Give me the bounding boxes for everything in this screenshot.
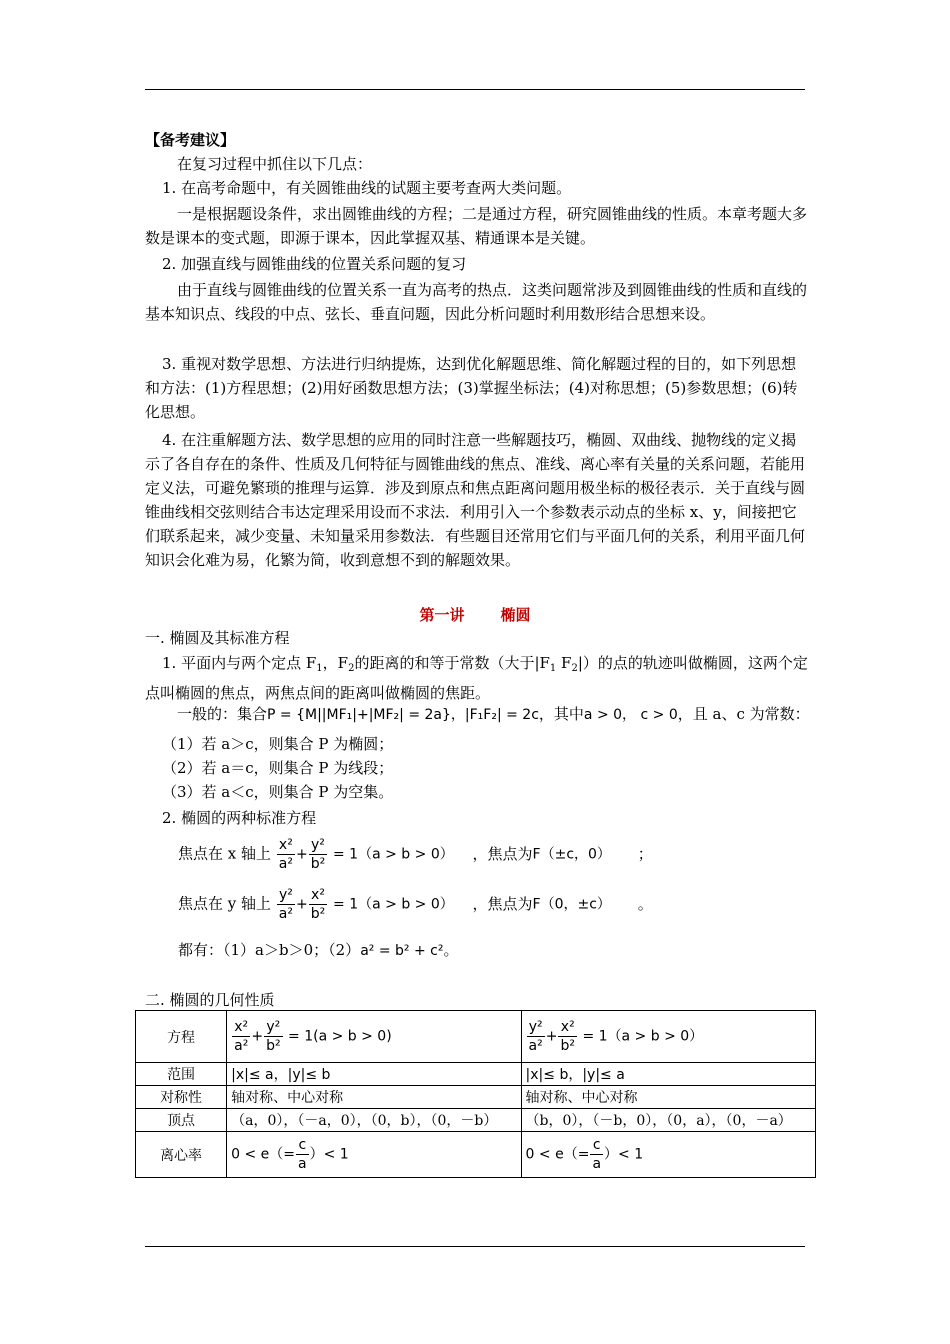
general-set-line: 一般的：集合P = {M||MF₁|+|MF₂| = 2a}，|F₁F₂| = 2c，其中a > 0， c > 0，且 a、c 为常数： [177, 705, 810, 723]
condition-expression: a > 0， c > 0 [583, 707, 678, 723]
abc-relation: a² = b² + c² [360, 943, 444, 959]
fraction: $\frac{\text{y²}}{\text{b²}}$ [310, 837, 326, 872]
y-axis-equation-line: 焦点在 y 轴上 $\frac{\text{y²}}{\text{a²}}$ + $\frac{\text{x²}}{\text{b²}}$ = 1（a > b > 0） ，焦点为F（0，±c） 。 [178, 887, 653, 922]
x-axis-equation-line: 焦点在 x 轴上 $\frac{\text{x²}}{\text{a²}}$ + $\frac{\text{y²}}{\text{b²}}$ = 1（a > b > 0） ，焦点为F（±c，0） ； [178, 837, 653, 872]
advice-point-1-body: 一是根据题设条件，求出圆锥曲线的方程；二是通过方程，研究圆锥曲线的性质。本章考题大多数是课本的变式题，即源于课本，因此掌握双基、精通课本是关键。 [145, 205, 808, 247]
advice-point-1: 1. 在高考命题中，有关圆锥曲线的试题主要考查两大类问题。 [162, 179, 572, 197]
equation-cell-x: $\frac{\text{x²}}{\text{a²}}$ + $\frac{\text{y²}}{\text{b²}}$ = 1(a > b > 0) [227, 1011, 521, 1063]
fraction: $\frac{\text{x²}}{\text{a²}}$ [234, 1019, 249, 1054]
advice-intro: 在复习过程中抓住以下几点： [177, 155, 373, 173]
table-row [136, 1132, 816, 1178]
standard-equation-title: 2. 椭圆的两种标准方程 [162, 809, 317, 827]
foci-x: F（±c，0） [532, 846, 611, 863]
fraction: $\frac{\text{x²}}{\text{b²}}$ [560, 1019, 575, 1054]
section-1-title: 一. 椭圆及其标准方程 [145, 629, 290, 647]
advice-point-3: 3. 重视对数学思想、方法进行归纳提炼，达到优化解题思维、简化解题过程的目的，如下列思想和方法：(1)方程思想；(2)用好函数思想方法；(3)掌握坐标法；(4)对称思想；(5)参数思想；(6)转化思想。 [145, 355, 798, 421]
advice-point-2-body: 由于直线与圆锥曲线的位置关系一直为高考的热点．这类问题常涉及到圆锥曲线的性质和直线的基本知识点、线段的中点、弦长、垂直问题，因此分析问题时利用数形结合思想来设。 [145, 281, 808, 323]
table-row [136, 1011, 816, 1063]
table-row [136, 1109, 816, 1132]
case-3: （3）若 a＜c，则集合 P 为空集。 [162, 783, 394, 801]
range-cell-x: |x|≤ a，|y|≤ b [227, 1063, 521, 1086]
advice-point-4: 4. 在注重解题方法、数学思想的应用的同时注意一些解题技巧，椭圆、双曲线、抛物线的定义揭示了各自存在的条件、性质及几何特征与圆锥曲线的焦点、准线、离心率有关量的关系问题，若能用定义法，可避免繁琐的推理与运算．涉及到原点和焦点距离问题用极坐标的极径表示．关于直线与圆锥曲线相交弦则结合韦达定理采用设而不求法．利用引入一个参数表示动点的坐标 x、y，间接把它们联系起来，减少变量、未知量采用参数法．有些题目还常用它们与平面几何的关系，利用平面几何知识会化难为易，化繁为简，收到意想不到的解题效果。 [145, 431, 806, 569]
table-row [136, 1063, 816, 1086]
foci-y: F（0，±c） [532, 896, 611, 913]
fraction: $\frac{\text{y²}}{\text{b²}}$ [266, 1019, 281, 1054]
vertex-cell-x: （a，0），（－a，0），（0，b），（0，－b） [227, 1109, 521, 1132]
advice-title: 【备考建议】 [145, 131, 236, 149]
properties-table [135, 1010, 816, 1178]
case-1: （1）若 a＞c，则集合 P 为椭圆； [162, 735, 394, 753]
lecture-number: 第一讲 [419, 606, 465, 624]
eccentricity-cell-x: 0 < e（= $\frac{c}{a}$ ）< 1 [227, 1132, 521, 1178]
row-header-equation: 方程 [136, 1011, 227, 1063]
row-header-symmetry: 对称性 [136, 1086, 227, 1109]
set-expression: P = {M||MF₁|+|MF₂| = 2a}，|F₁F₂| = 2c [267, 707, 539, 723]
table-row [136, 1086, 816, 1109]
equation-cell-y: $\frac{\text{y²}}{\text{a²}}$ + $\frac{\text{x²}}{\text{b²}}$ = 1（a > b > 0） [521, 1011, 815, 1063]
fraction: $\frac{c}{a}$ [298, 1137, 307, 1172]
eccentricity-cell-y: 0 < e（= $\frac{c}{a}$ ）< 1 [521, 1132, 815, 1178]
top-rule [145, 89, 805, 90]
fraction: $\frac{\text{x²}}{\text{a²}}$ [278, 837, 293, 872]
range-cell-y: |x|≤ b，|y|≤ a [521, 1063, 815, 1086]
fraction: $\frac{\text{y²}}{\text{a²}}$ [278, 887, 293, 922]
case-2: （2）若 a＝c，则集合 P 为线段； [162, 759, 394, 777]
advice-point-2: 2. 加强直线与圆锥曲线的位置关系问题的复习 [162, 255, 467, 273]
ellipse-definition: 1. 平面内与两个定点 $F_1$，$F_2$的距离的和等于常数（大于$|F_1$ $F_2|$）的点的轨迹叫做椭圆，这两个定点叫椭圆的焦点，两焦点间的距离叫做椭圆的焦距。 [145, 654, 808, 702]
fraction: $\frac{\text{y²}}{\text{a²}}$ [528, 1019, 543, 1054]
section-2-title: 二. 椭圆的几何性质 [145, 991, 275, 1009]
bottom-rule [145, 1246, 805, 1247]
symmetry-cell-x: 轴对称、中心对称 [227, 1086, 521, 1109]
lecture-title [0, 603, 950, 627]
fraction: $\frac{\text{x²}}{\text{b²}}$ [310, 887, 326, 922]
vertex-cell-y: （b，0），（－b，0），（0，a），（0，－a） [521, 1109, 815, 1132]
lecture-topic: 椭圆 [500, 606, 531, 624]
fraction: $\frac{c}{a}$ [592, 1137, 602, 1172]
row-header-vertex: 顶点 [136, 1109, 227, 1132]
relation-line: 都有：（1）a＞b＞0；（2）a² = b² + c²。 [178, 941, 459, 959]
row-header-eccentricity: 离心率 [136, 1132, 227, 1178]
row-header-range: 范围 [136, 1063, 227, 1086]
symmetry-cell-y: 轴对称、中心对称 [521, 1086, 815, 1109]
